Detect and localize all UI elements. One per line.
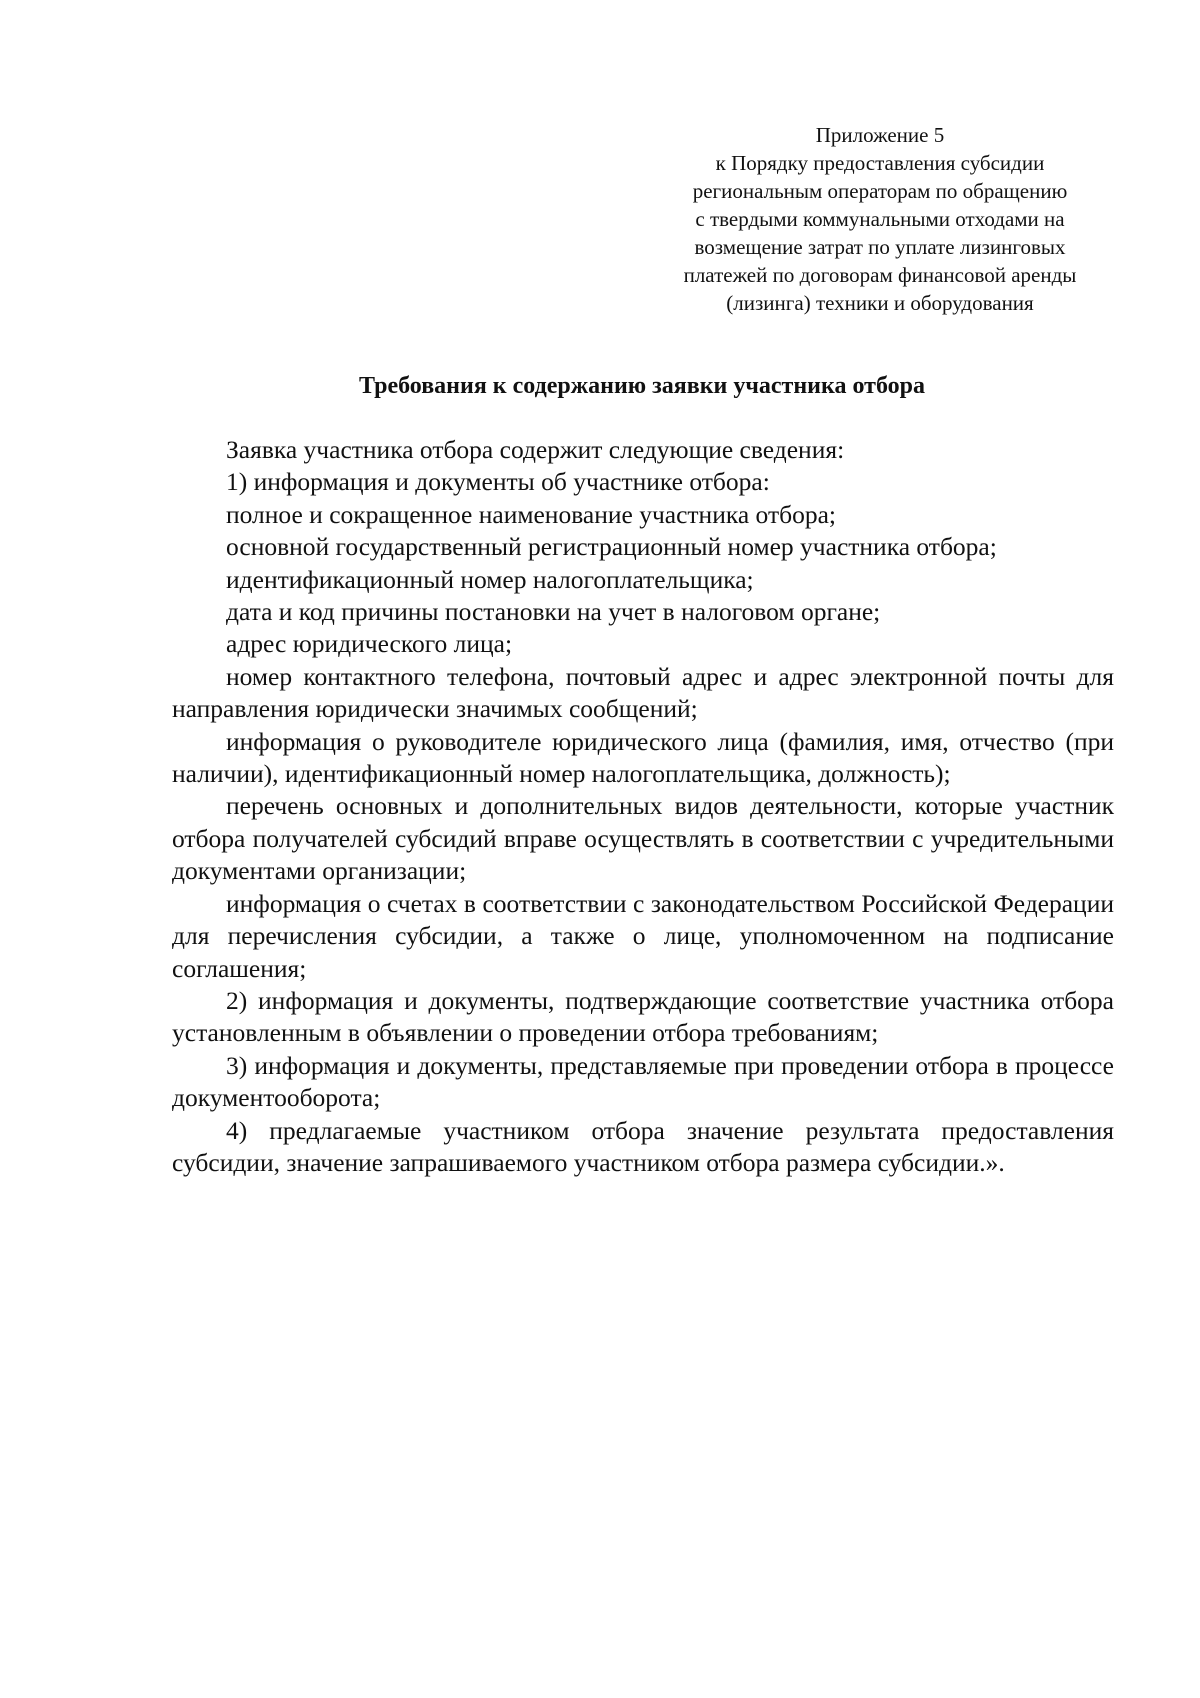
paragraph: Заявка участника отбора содержит следующие сведения:: [226, 435, 845, 464]
appendix-line: к Порядку предоставления субсидии: [715, 151, 1045, 175]
paragraph: номер контактного телефона, почтовый адрес и адрес электронной почты для направления юридически значимых сообщений;: [172, 661, 1114, 724]
paragraph: дата и код причины постановки на учет в налоговом органе;: [226, 597, 881, 627]
appendix-line: возмещение затрат по уплате лизинговых: [694, 235, 1066, 259]
paragraph: идентификационный номер налогоплательщика;: [226, 564, 754, 594]
paragraph: 3) информация и документы, представляемые при проведении отбора в процессе документооборота;: [172, 1050, 1114, 1113]
paragraph: 1) информация и документы об участнике отбора:: [226, 467, 770, 497]
paragraph: 2) информация и документы, подтверждающие соответствие участника отбора установленным в объявлении о проведении отбора требованиям;: [172, 985, 1114, 1048]
paragraph: полное и сокращенное наименование участника отбора;: [226, 499, 836, 529]
paragraph: основной государственный регистрационный номер участника отбора;: [226, 532, 997, 562]
appendix-line: с твердыми коммунальными отходами на: [695, 207, 1065, 231]
document-body: [172, 434, 1114, 1179]
paragraph: информация о счетах в соответствии с законодательством Российской Федерации для перечисления субсидии, а также о лице, уполномоченном на подписание соглашения;: [172, 888, 1114, 983]
paragraph: адрес юридического лица;: [226, 629, 513, 659]
document-title: Требования к содержанию заявки участника отбора: [359, 373, 925, 399]
appendix-line: региональным операторам по обращению: [692, 179, 1068, 203]
appendix-header: [645, 121, 1115, 317]
paragraph: перечень основных и дополнительных видов деятельности, которые участник отбора получателей субсидий вправе осуществлять в соответствии с учредительными документами организации;: [172, 791, 1114, 886]
appendix-line: платежей по договорам финансовой аренды: [683, 263, 1077, 287]
appendix-line: Приложение 5: [815, 123, 945, 147]
paragraph: информация о руководителе юридического лица (фамилия, имя, отчество (при наличии), идентификационный номер налогоплательщика, должность);: [172, 726, 1114, 789]
appendix-line: (лизинга) техники и оборудования: [726, 291, 1034, 315]
paragraph: 4) предлагаемые участником отбора значение результата предоставления субсидии, значение запрашиваемого участником отбора размера субсидии.».: [172, 1115, 1114, 1177]
